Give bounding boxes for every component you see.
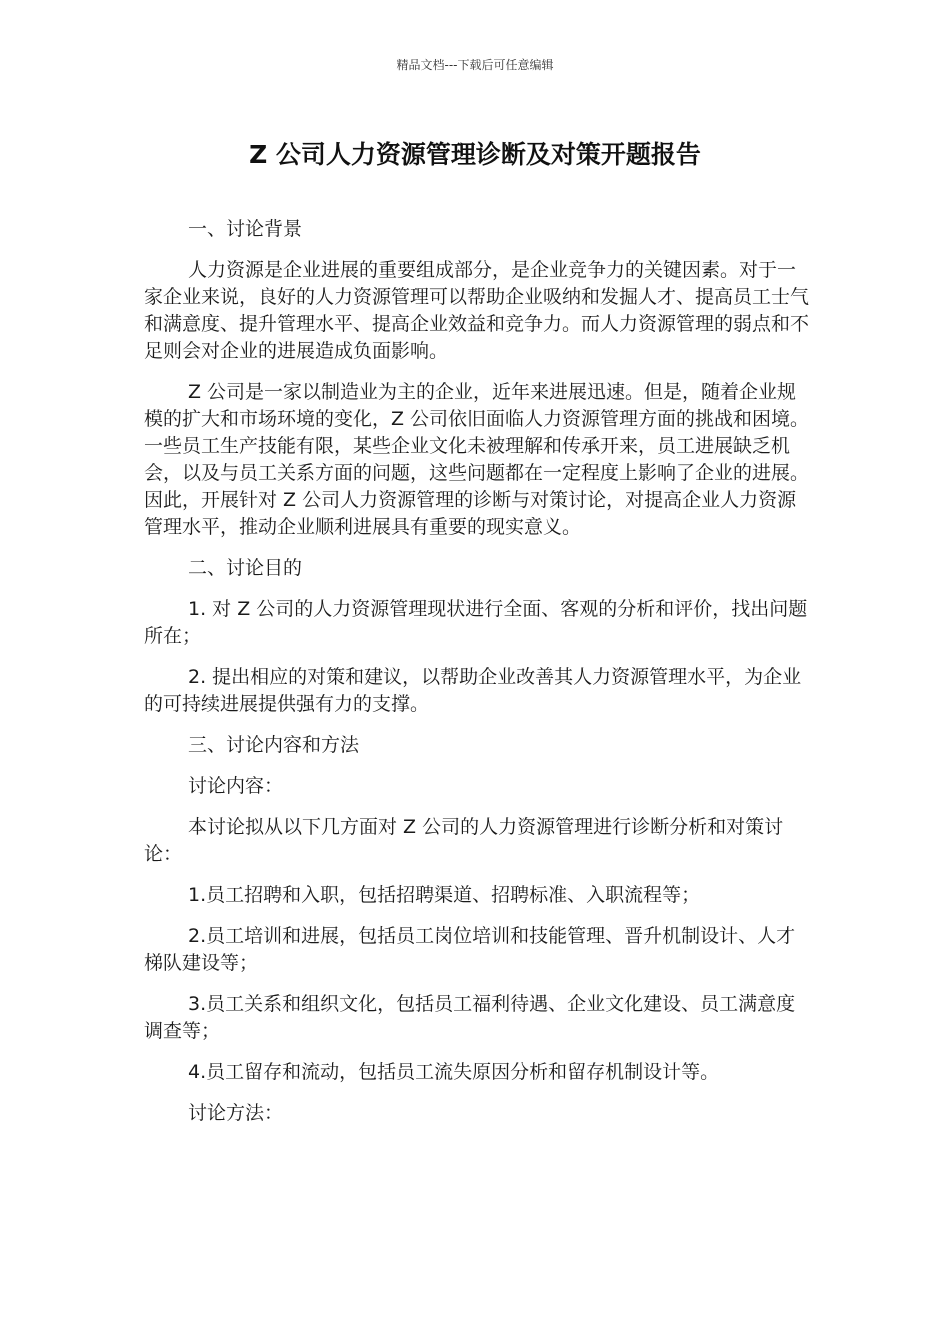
paragraph-background-intro: 人力资源是企业进展的重要组成部分，是企业竞争力的关键因素。对于一家企业来说，良好的人力资源管理可以帮助企业吸纳和发掘人才、提高员工士气和满意度、提升管理水平、提高企业效益和竞争力。而人力资源管理的弱点和不足则会对企业的进展造成负面影响。 xyxy=(144,259,810,362)
content-item-4: 4.员工留存和流动，包括员工流失原因分析和留存机制设计等。 xyxy=(188,1061,720,1083)
content-item-2: 2.员工培训和进展，包括员工岗位培训和技能管理、晋升机制设计、人才梯队建设等； xyxy=(144,925,796,974)
content-item-3: 3.员工关系和组织文化，包括员工福利待遇、企业文化建设、员工满意度调查等； xyxy=(144,993,796,1042)
purpose-item-2: 2. 提出相应的对策和建议，以帮助企业改善其人力资源管理水平，为企业的可持续进展提供强有力的支撑。 xyxy=(144,666,802,715)
page-header-note: 精品文档---下载后可任意编辑 xyxy=(396,58,554,72)
paragraph-content-intro: 本讨论拟从以下几方面对 Z 公司的人力资源管理进行诊断分析和对策讨论： xyxy=(144,816,784,865)
document-body xyxy=(144,216,810,1141)
subheading-method: 讨论方法： xyxy=(188,1102,284,1124)
purpose-item-1: 1. 对 Z 公司的人力资源管理现状进行全面、客观的分析和评价，找出问题所在； xyxy=(144,598,808,647)
document-title: Z 公司人力资源管理诊断及对策开题报告 xyxy=(249,140,701,169)
paragraph-background-company: Z 公司是一家以制造业为主的企业，近年来进展迅速。但是，随着企业规模的扩大和市场环境的变化，Z 公司依旧面临人力资源管理方面的挑战和困境。一些员工生产技能有限，某些企业文化未被理解和传承开来，员工进展缺乏机会，以及与员工关系方面的问题，这些问题都在一定程度上影响了企业的进展。因此，开展针对 Z 公司人力资源管理的诊断与对策讨论，对提高企业人力资源管理水平，推动企业顺利进展具有重要的现实意义。 xyxy=(144,381,810,538)
section-heading-purpose: 二、讨论目的 xyxy=(188,557,303,579)
content-item-1: 1.员工招聘和入职，包括招聘渠道、招聘标准、入职流程等； xyxy=(188,884,701,906)
subheading-content: 讨论内容： xyxy=(188,775,284,797)
section-heading-content-method: 三、讨论内容和方法 xyxy=(188,734,360,756)
section-heading-background: 一、讨论背景 xyxy=(188,218,303,240)
